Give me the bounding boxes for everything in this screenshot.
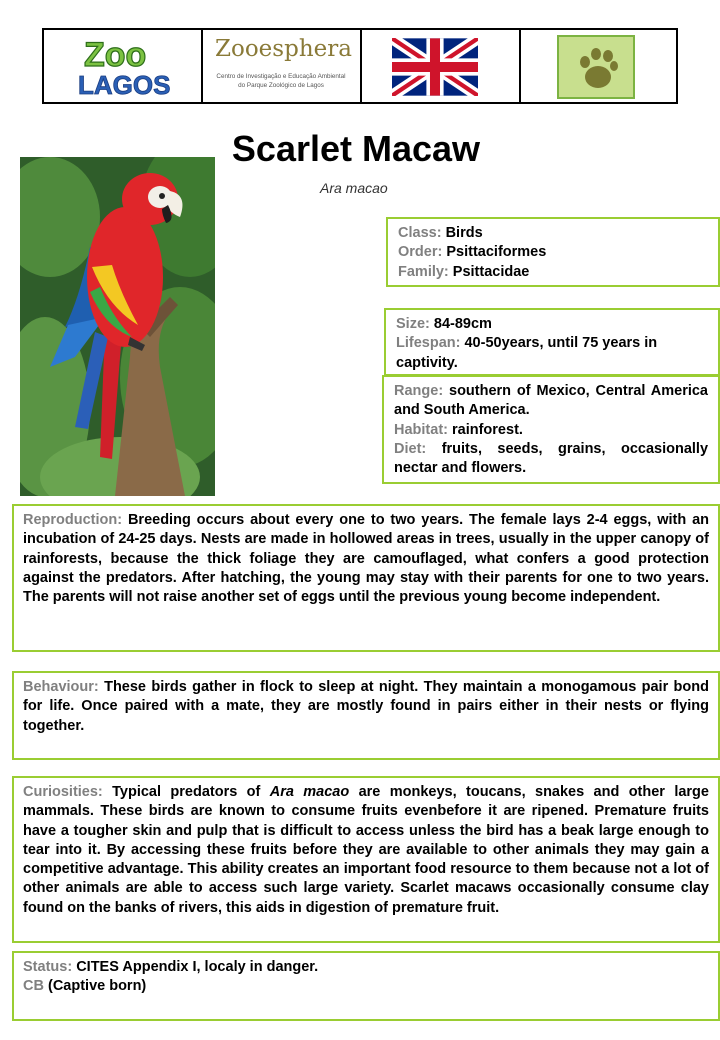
header-logos-table xyxy=(42,28,678,104)
lagos-logo-text: LAGOS xyxy=(78,70,171,100)
macaw-illustration xyxy=(20,157,215,496)
lifespan-row xyxy=(396,334,708,373)
diet-label: Diet: xyxy=(394,440,427,457)
zoo-lagos-logo-cell xyxy=(44,30,203,102)
family-row xyxy=(398,263,708,282)
range-label: Range: xyxy=(394,383,444,399)
range-row xyxy=(394,382,708,421)
range-habitat-diet-box xyxy=(382,375,720,484)
status-box xyxy=(12,951,720,1021)
reproduction-label: Reproduction: xyxy=(23,512,123,528)
curiosities-text-pre: Typical predators of xyxy=(112,784,270,800)
habitat-row xyxy=(394,421,708,440)
zoosphera-logo-cell xyxy=(203,30,362,102)
lifespan-value: 40-50years, until 75 years in captivity. xyxy=(396,335,658,371)
behaviour-text: These birds gather in flock to sleep at night. They maintain a monogamous pair bond for life. Once paired with a mate, they are mostly found in pairs either in their nests or flying together. xyxy=(23,679,709,734)
flag-cell xyxy=(362,30,521,102)
scarlet-macaw-photo xyxy=(20,157,215,496)
uk-flag-icon[interactable] xyxy=(392,38,478,96)
habitat-label: Habitat: xyxy=(394,421,448,438)
cb-row xyxy=(23,977,709,996)
zoosphera-logo-title: Zooesphera xyxy=(215,36,352,62)
cb-label: CB xyxy=(23,978,44,995)
reproduction-box xyxy=(12,504,720,652)
paw-cell xyxy=(521,30,676,102)
diet-value: fruits, seeds, grains, occasionally nectar and flowers. xyxy=(394,440,709,477)
taxonomy-box xyxy=(386,217,720,287)
curiosities-italic-name: Ara macao xyxy=(269,784,350,800)
zoo-logo-text: Zoo xyxy=(84,36,147,74)
diet-row xyxy=(394,440,708,479)
cb-value: (Captive born) xyxy=(47,978,147,995)
habitat-value: rainforest. xyxy=(452,421,523,438)
curiosities-box xyxy=(12,776,720,943)
order-value: Psittaciformes xyxy=(446,244,547,261)
behaviour-box xyxy=(12,671,720,760)
family-value: Psittacidae xyxy=(452,263,530,280)
size-row xyxy=(396,315,708,334)
reproduction-text: Breeding occurs about every one to two years. The female lays 2-4 eggs, with an incubation of 24-25 days. Nests are made in hollowed areas in trees, usually in the upper canopy of rainforests, because the thick foliage they are camouflaged, what confers a good protection against the predators. After hatching, the young may stay with their parents for one to two years. The parents will not raise another set of eggs until the previous young become independent. xyxy=(23,512,709,606)
class-row xyxy=(398,224,708,243)
order-row xyxy=(398,243,708,262)
zoosphera-subtitle-line1: Centro de Investigação e Educação Ambiental xyxy=(216,73,346,80)
size-label: Size: xyxy=(396,316,430,332)
status-value: CITES Appendix I, localy in danger. xyxy=(76,959,319,975)
paw-icon[interactable] xyxy=(557,35,635,99)
status-row xyxy=(23,958,709,977)
zoosphera-subtitle-line2: do Parque Zoológico de Lagos xyxy=(238,82,324,89)
order-label: Order: xyxy=(398,244,443,261)
class-label: Class: xyxy=(398,225,442,241)
status-label: Status: xyxy=(23,959,73,975)
size-lifespan-box xyxy=(384,308,720,376)
size-value: 84-89cm xyxy=(433,316,492,332)
behaviour-label: Behaviour: xyxy=(23,679,99,695)
page-title: Scarlet Macaw xyxy=(231,128,481,169)
lifespan-label: Lifespan: xyxy=(396,335,461,352)
zoosphera-subtitle xyxy=(207,72,355,90)
family-label: Family: xyxy=(398,263,449,280)
range-value: southern of Mexico, Central America and South America. xyxy=(394,383,708,419)
curiosities-label: Curiosities: xyxy=(23,784,103,800)
class-value: Birds xyxy=(445,225,483,241)
zoo-lagos-logo xyxy=(44,30,199,102)
curiosities-text-post: are monkeys, toucans, snakes and other large mammals. These birds are known to consume fruits evenbefore it are ripened. Premature fruits have a tougher skin and pulp that is difficult to access unless the bird has a beak large enough to tear into it. By accessing these fruits before they are available to other animals they may gain a competitive advantage. This ability creates an important food resource to them because not a lot of other animals are able to access such large variety. Scarlet macaws occasionally consume clay found on the banks of rivers, this aids in digestion of premature fruit. xyxy=(23,784,709,916)
scientific-name: Ara macao xyxy=(320,180,388,196)
